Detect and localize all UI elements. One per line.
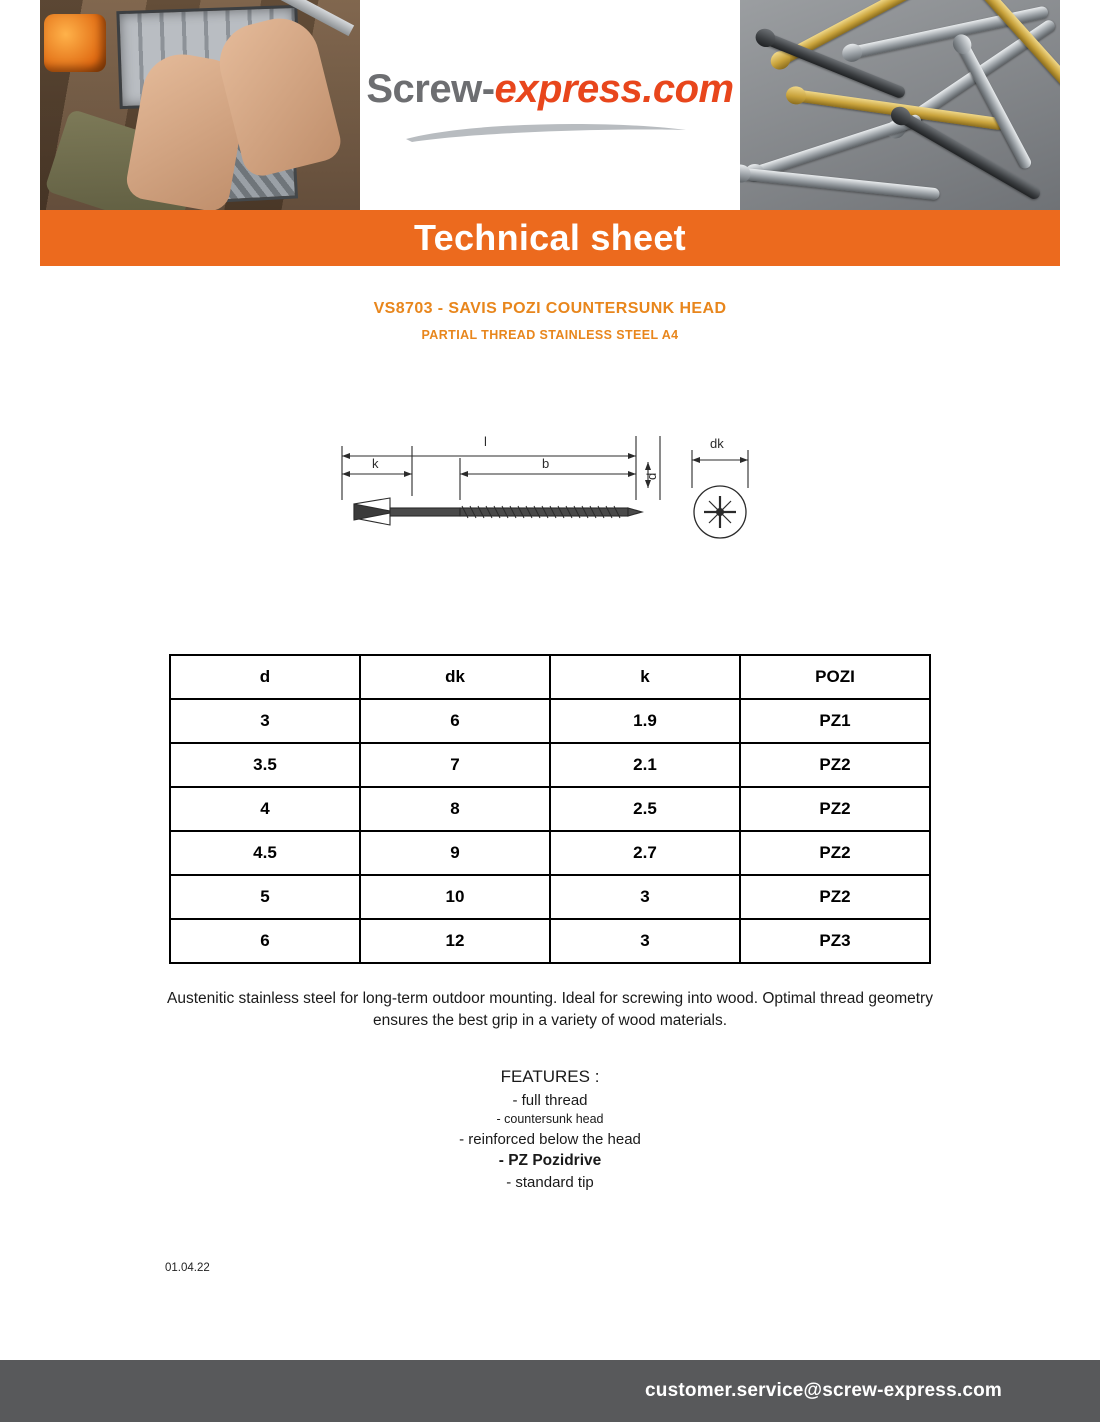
product-subtitle: PARTIAL THREAD STAINLESS STEEL A4	[421, 328, 679, 342]
banner-title: Technical sheet	[414, 217, 686, 258]
screw-dimension-diagram	[320, 428, 780, 558]
product-title: VS8703 - SAVIS POZI COUNTERSUNK HEAD	[373, 300, 727, 317]
cell-pozi: PZ2	[740, 831, 930, 875]
cell-pozi: PZ1	[740, 699, 930, 743]
table-row	[170, 831, 930, 875]
table-header-d: d	[170, 655, 360, 699]
table-header-dk: dk	[360, 655, 550, 699]
technical-drawing	[40, 428, 1060, 558]
table-header-pozi: POZI	[740, 655, 930, 699]
logo-word-primary: Screw-	[366, 66, 495, 111]
workbench-photo	[40, 0, 360, 210]
table-row	[170, 787, 930, 831]
feature-item: - reinforced below the head	[459, 1130, 641, 1148]
cell-d: 5	[170, 875, 360, 919]
cell-k: 3	[550, 875, 740, 919]
table-row	[170, 875, 930, 919]
revision-date: 01.04.22	[165, 1262, 210, 1274]
table-row	[170, 699, 930, 743]
features-block	[40, 1067, 1060, 1194]
specification-table	[169, 654, 931, 964]
cell-pozi: PZ2	[740, 743, 930, 787]
dim-label-d: d	[644, 472, 659, 480]
product-description: Austenitic stainless steel for long-term outdoor mounting. Ideal for screwing into wood. Optimal thread geometry ensures the best grip in a variety of wood materials.	[167, 990, 933, 1030]
document-footer	[0, 1360, 1100, 1422]
logo-wordmark	[366, 67, 733, 112]
cell-pozi: PZ3	[740, 919, 930, 963]
table-row	[170, 743, 930, 787]
cell-dk: 7	[360, 743, 550, 787]
specification-table-wrapper	[40, 654, 1060, 964]
brand-logo	[360, 0, 740, 210]
cell-d: 6	[170, 919, 360, 963]
page-right-margin	[1060, 0, 1100, 1360]
dim-label-k: k	[372, 456, 379, 471]
contact-email[interactable]: customer.service@screw-express.com	[645, 1380, 1002, 1401]
cell-d: 4	[170, 787, 360, 831]
table-header-k: k	[550, 655, 740, 699]
cell-k: 2.7	[550, 831, 740, 875]
cell-pozi: PZ2	[740, 875, 930, 919]
cell-k: 1.9	[550, 699, 740, 743]
cell-dk: 6	[360, 699, 550, 743]
features-title: FEATURES :	[500, 1066, 600, 1086]
cell-dk: 12	[360, 919, 550, 963]
technical-sheet-banner	[40, 210, 1060, 266]
product-title-block	[40, 300, 1060, 342]
screws-pile-photo	[740, 0, 1060, 210]
cell-k: 2.1	[550, 743, 740, 787]
dim-label-l: l	[484, 434, 487, 449]
cell-k: 2.5	[550, 787, 740, 831]
document-page	[40, 0, 1060, 1422]
table-header-row	[170, 655, 930, 699]
cell-k: 3	[550, 919, 740, 963]
feature-item: - full thread	[512, 1091, 588, 1109]
cell-pozi: PZ2	[740, 787, 930, 831]
cell-d: 3.5	[170, 743, 360, 787]
page-left-margin	[0, 0, 40, 1422]
document-header	[40, 0, 1060, 210]
cell-dk: 10	[360, 875, 550, 919]
logo-word-secondary: express.com	[494, 66, 734, 111]
dim-label-dk: dk	[710, 436, 724, 451]
feature-item: - standard tip	[506, 1174, 594, 1192]
feature-item: - countersunk head	[496, 1112, 604, 1127]
feature-item: - PZ Pozidrive	[498, 1152, 602, 1170]
cell-d: 4.5	[170, 831, 360, 875]
table-row	[170, 919, 930, 963]
cell-dk: 8	[360, 787, 550, 831]
cell-d: 3	[170, 699, 360, 743]
dim-label-b: b	[542, 456, 550, 471]
logo-swoosh-icon	[400, 118, 700, 144]
cell-dk: 9	[360, 831, 550, 875]
